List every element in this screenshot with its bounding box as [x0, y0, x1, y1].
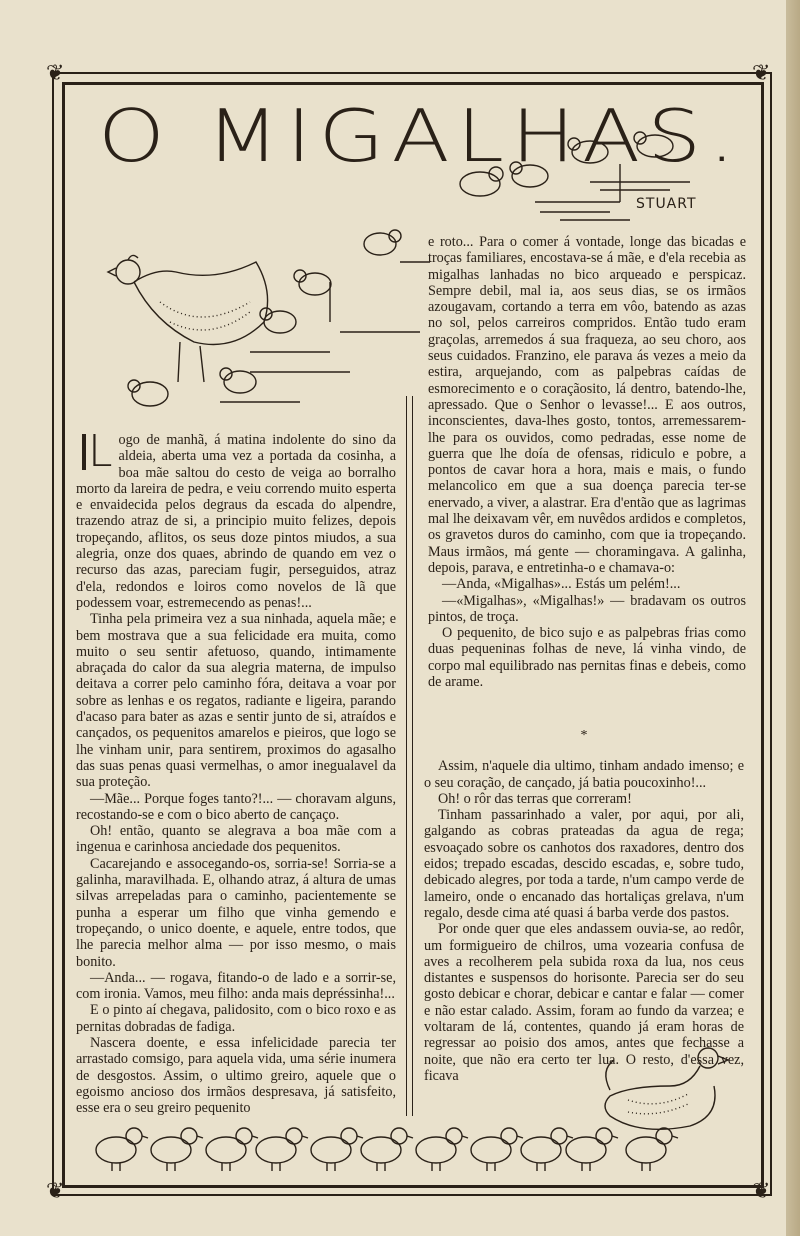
chicks-row-illustration: [92, 1116, 712, 1178]
paragraph: Cacarejando e assocegando-os, sorria-se! Sorria-se a galinha, maravilhada. E, olhando atraz, á altura de umas silvas arrepeladas para o caminho, pacientemente se punha a esperar um filho que vinha gemendo e tropeçando, o unico doente, e aquele, entre todos, que lhe parecia melhor alma — por isso mesmo, o mais bonito.: [76, 855, 396, 970]
paragraph: —Mãe... Porque foges tanto?!... — choravam alguns, recostando-se e com o bico aberto de cançaço.: [76, 790, 396, 823]
chicks-on-steps-illustration: [440, 124, 720, 234]
corner-ornament-icon: ❦: [46, 1178, 65, 1203]
corner-ornament-icon: ❦: [752, 1178, 771, 1203]
article-title: O MIGALHAS.: [98, 94, 743, 178]
illustrator-signature: STUART: [636, 196, 697, 212]
paragraph: —«Migalhas», «Migalhas!» — bradavam os outros pintos, de troça.: [428, 592, 746, 625]
paragraph: Oh! então, quanto se alegrava a boa mãe com a ingenua e carinhosa anciedade dos pequenitos.: [76, 823, 396, 856]
paragraph: O pequenito, de bico sujo e as palpebras frias como duas pequeninas folhas de neve, lá vinha vindo, de corpo mal equilibrado nas pernitas finas e debeis, como de arame.: [428, 625, 746, 691]
paragraph: e roto... Para o comer á vontade, longe das bicadas e troças familiares, encostava-se á mãe, e d'ela recebia as migalhas lanhadas no bico arqueado e perspicaz. Sempre debil, mal ia, aos seus dias, se os irmãos azougavam, cortando a terra em vôo, batendo as azas no sol, pelos carreiros compridos. Então tudo eram graçolas, arremedos á sua fraqueza, ao seu choro, aos seus cuidados. Franzino, ele parava ás vezes a meio da estira, arquejando, com as palpebras caídas de esmorecimento e o coraçãosito, lá dentro, batendo-lhe, apressado. Que o Senhor o levasse!... E aos outros, inconscientes, dava-lhes gosto, tontos, arremessarem-lhe para os ouvidos, como pedradas, esse nome de guerra que lhe doía de ofensas, ridiculo e pobre, a pontos de cavar hora a hora, mais e mais, o fundo melancolico em que a sua doença parecia ter-se enervado, a viver, a alastrar. Era d'então que as lagrimas mal lhe deixavam vêr, em nuvêdos ardidos e completos, os gravetos duros do caminho, com que ia tropeçando. Maus irmãos, má gente — choramingava. A galinha, depois, parava, e entretinha-o e chamava-o:: [428, 234, 746, 576]
right-column-top: [428, 234, 746, 690]
hen-and-chicks-illustration: [100, 222, 430, 422]
paragraph: —Anda... — rogava, fitando-o de lado e a sorrir-se, com ironia. Vamos, meu filho: anda mais depréssinha!...: [76, 969, 396, 1003]
page-spine: [786, 0, 800, 1236]
paragraph: E o pinto aí chegava, palidosito, com o bico roxo e as pernitas dobradas de fadiga.: [76, 1002, 396, 1035]
right-column-bottom: [424, 714, 744, 1084]
left-column: [76, 426, 396, 1117]
paragraph: Nascera doente, e essa infelicidade parecia ter arrastado comsigo, para aquela vida, uma série inumera de desgostos. Assim, o ultimo greiro, aquele que o egoismo ancioso dos irmãos despresava, já satisfeito, esse era o seu greiro pequenito: [76, 1034, 396, 1117]
paragraph: Tinham passarinhado a valer, por aqui, por ali, galgando as cobras prateadas da agua de rega; esvoaçado sobre os canhotos dos raxadores, dentro dos eidos; trepado escadas, descido escadas, e, sobre tudo, debicado alegres, por toda a tarde, n'um campo verde de lameiro, onde o encanado das hortaliças grelava, n'um regalo, desde cima até quasi á barba verde dos pastos.: [424, 807, 744, 921]
paragraph: Assim, n'aquele dia ultimo, tinham andado imenso; e o seu coração, de cançado, já batia poucoxinho!...: [424, 758, 744, 791]
column-divider: [406, 396, 413, 1116]
drop-cap: L: [82, 434, 113, 470]
paragraph: Por onde quer que eles andassem ouvia-se, ao redôr, um formigueiro de chilros, uma vozearia confusa de aves a recolherem pela subida roxa da lua, nos ceus distantes e suspensos do horisonte. Parecia ser do seu gosto debicar e chorar, debicar e cantar e falar — comer e não estar calado. Assim, foram ao fundo da varzea; e voltaram de lá, contentes, quando já eram horas de regressar ao poisio dos amos, antes que fechasse a noite, que não era certo ter lua. O resto, d'essa vez, ficava: [424, 921, 744, 1084]
corner-ornament-icon: ❦: [46, 60, 65, 85]
paragraph: Oh! o rôr das terras que correram!: [438, 790, 632, 807]
section-separator: *: [580, 728, 588, 743]
paragraph-1: L ogo de manhã, á matina indolente do sino da aldeia, aberta uma vez a portada da cosinha, a boa mãe saltou do cesto de veiga ao borralho morto da lareira de pedra, e veiu correndo muito esperta e envaidecida pelos degraus da escada do alpendre, trazendo atraz de si, a principio muito felizes, depois tropeçando, aflitos, os seus doze pintos miudos, a sua alegria, onze dos quaes, abrindo de quando em vez o recurso das azas, pareciam fugir, perseguidos, atraz d'ela, redondos e loiros como novelos de lã que podessem voar, estremecendo as penas!...: [76, 426, 396, 611]
paragraph: Tinha pela primeira vez a sua ninhada, aquela mãe; e bem mostrava que a sua felicidade era muita, como muito o seu sentir afetuoso, quando, intimamente abraçada do calor da sua alegria materna, de impulso deitava a correr pelo caminho fóra, deitava a voar por sobre as lenhas e os regatos, radiante e ligeira, parando d'acaso para bater as azas e sentir junto de si, atraídos e cançados, os pequenitos amarelos e pieiros, que logo se lhe vinham unir, para sentirem, proximos do agasalho das suas penas quasi vermelhas, o amor inegualavel da sua proteção.: [76, 611, 396, 791]
paragraph: —Anda, «Migalhas»... Estás um pelém!...: [442, 576, 681, 593]
corner-ornament-icon: ❦: [752, 60, 771, 85]
